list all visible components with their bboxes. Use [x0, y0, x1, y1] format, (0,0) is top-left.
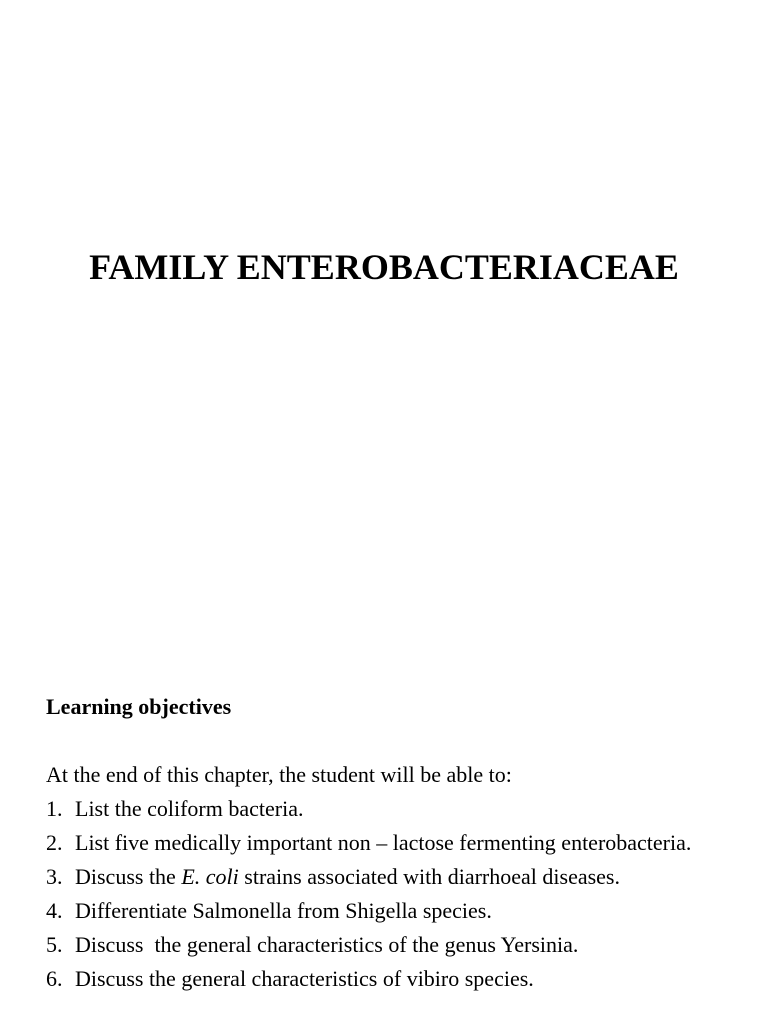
objective-item — [46, 931, 746, 959]
objective-text: Discuss the general characteristics of vibiro species. — [75, 966, 534, 991]
chapter-title: FAMILY ENTEROBACTERIACEAE — [89, 247, 679, 287]
objective-text-after: strains associated with diarrhoeal diseases. — [238, 864, 620, 889]
objective-number: 4. — [46, 898, 63, 923]
objective-item — [46, 795, 746, 823]
objective-text: Discuss the general characteristics of the genus Yersinia. — [75, 932, 579, 957]
objective-text: Differentiate Salmonella from Shigella species. — [75, 898, 492, 923]
objective-item — [46, 897, 746, 925]
objective-item — [46, 965, 746, 993]
objective-item — [46, 829, 746, 857]
objective-number: 6. — [46, 966, 63, 991]
objective-number: 3. — [46, 864, 63, 889]
intro-text: At the end of this chapter, the student will be able to: — [46, 762, 512, 787]
objectives-list — [46, 795, 746, 999]
objective-text: List five medically important non – lactose fermenting enterobacteria. — [75, 830, 692, 855]
objective-text-italic: E. coli — [181, 864, 239, 889]
objective-number: 2. — [46, 830, 63, 855]
objective-text: List the coliform bacteria. — [75, 796, 304, 821]
section-heading: Learning objectives — [46, 694, 232, 719]
objective-text-before: Discuss the — [75, 864, 182, 889]
objective-number: 1. — [46, 796, 63, 821]
objective-text — [75, 863, 746, 891]
objective-number: 5. — [46, 932, 63, 957]
objective-item — [46, 863, 746, 891]
